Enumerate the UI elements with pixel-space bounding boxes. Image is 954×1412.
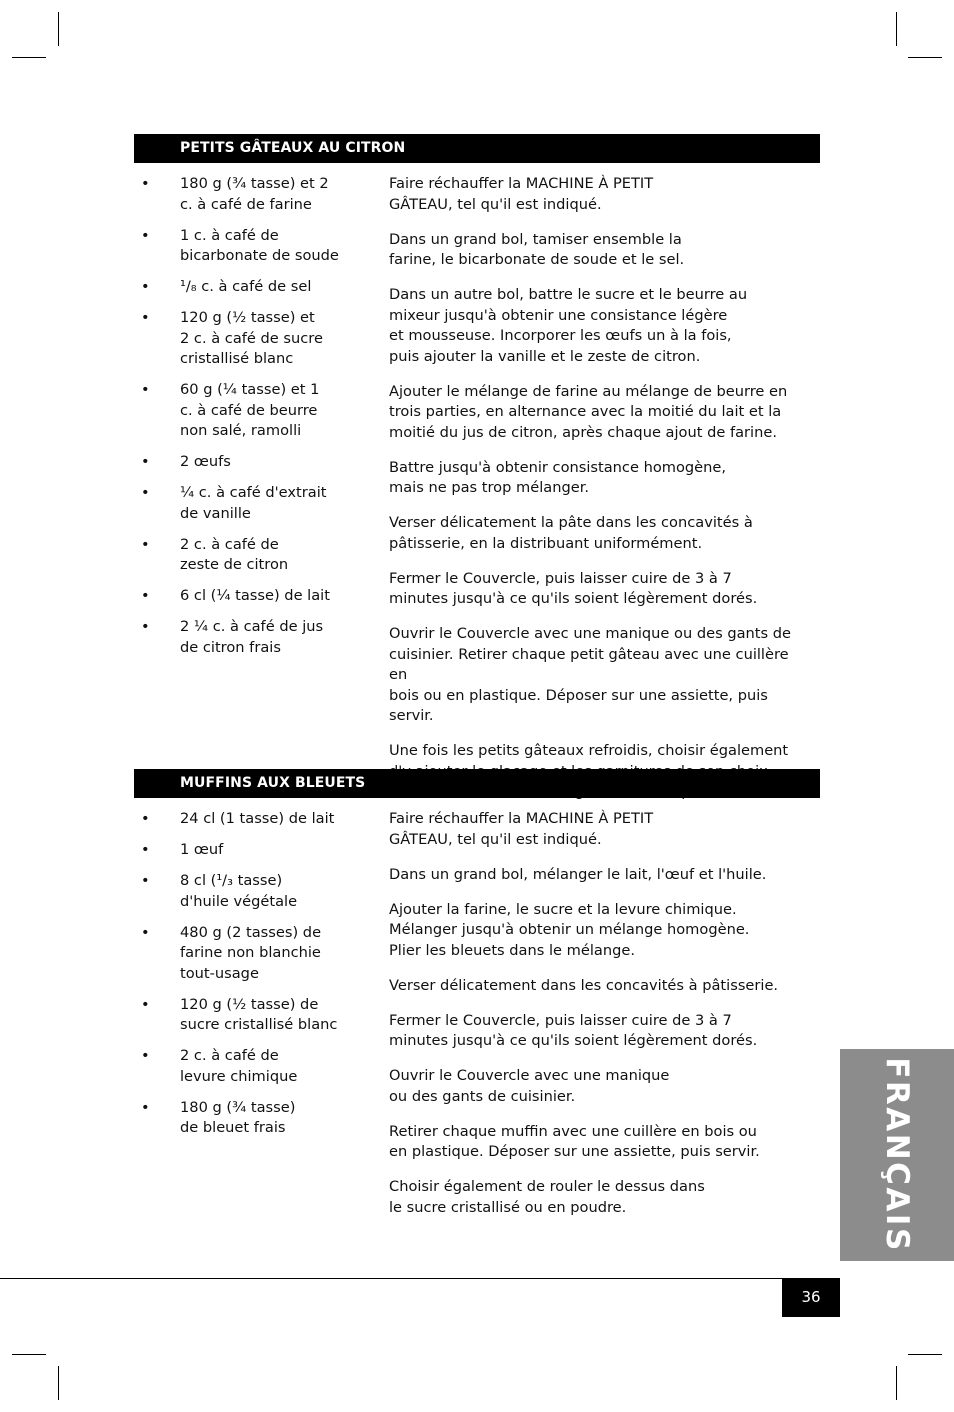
ingredient-item: • 120 g (½ tasse) et 2 c. à café de sucre cristallisé blanc xyxy=(141,309,323,367)
instruction-paragraph: Ouvrir le Couvercle avec une manique ou des gants de cuisinier. Retirer chaque petit gâteau avec une cuillère en bois ou en plastique. Déposer sur une assiette, puis servir. xyxy=(389,625,791,724)
bullet: • xyxy=(141,309,150,326)
bullet: • xyxy=(141,278,150,295)
recipe-lemon-cupcakes xyxy=(134,134,820,759)
ingredient-item: • ¼ c. à café d'extrait de vanille xyxy=(141,484,327,522)
instruction-paragraph: Ouvrir le Couvercle avec une manique ou des gants de cuisinier. xyxy=(389,1067,670,1105)
language-tab xyxy=(840,1049,954,1261)
instruction-paragraph: Dans un autre bol, battre le sucre et le beurre au mixeur jusqu'à obtenir une consistance légère et mousseuse. Incorporer les œufs un à la fois, puis ajouter la vanille et le zeste de citron. xyxy=(389,286,748,365)
ingredient-item: • 2 ¼ c. à café de jus de citron frais xyxy=(141,618,324,656)
instruction-paragraph: Retirer chaque muffin avec une cuillère en bois ou en plastique. Déposer sur une assiette, puis servir. xyxy=(389,1122,760,1160)
ingredient-item: • 2 œufs xyxy=(134,452,374,473)
bullet: • xyxy=(141,175,150,192)
ingredient-item: • 180 g (¾ tasse) de bleuet frais xyxy=(141,1098,296,1136)
instruction-paragraph: Verser délicatement dans les concavités à pâtisserie. xyxy=(389,976,779,994)
instructions xyxy=(389,174,809,817)
recipe-blueberry-muffins xyxy=(134,769,820,1216)
crop-mark xyxy=(896,12,897,46)
instruction-paragraph: Verser délicatement la pâte dans les concavités à pâtisserie, en la distribuant uniformément. xyxy=(389,514,753,552)
crop-mark xyxy=(908,1354,942,1355)
ingredient-item: • 2 c. à café de zeste de citron xyxy=(141,535,289,573)
instruction-paragraph: Dans un grand bol, tamiser ensemble la farine, le bicarbonate de soude et le sel. xyxy=(389,230,685,268)
ingredient-item: • ¹/₈ c. à café de sel xyxy=(134,277,374,298)
instruction-paragraph: Faire réchauffer la MACHINE À PETIT GÂTEAU, tel qu'il est indiqué. xyxy=(389,810,654,848)
crop-mark xyxy=(908,57,942,58)
bullet: • xyxy=(141,872,150,889)
ingredient-item: • 6 cl (¼ tasse) de lait xyxy=(134,586,374,607)
instruction-paragraph: Fermer le Couvercle, puis laisser cuire de 3 à 7 minutes jusqu'à ce qu'ils soient légèrement dorés. xyxy=(389,1011,758,1049)
ingredient-item: • 120 g (½ tasse) de sucre cristallisé blanc xyxy=(141,995,338,1033)
instruction-paragraph: Ajouter le mélange de farine au mélange de beurre en trois parties, en alternance avec la moitié du lait et la moitié du jus de citron, après chaque ajout de farine. xyxy=(389,382,788,441)
crop-mark xyxy=(58,12,59,46)
ingredient-item: • 180 g (¾ tasse) et 2 c. à café de farine xyxy=(141,175,329,213)
bullet: • xyxy=(141,381,150,398)
bullet: • xyxy=(141,453,150,470)
bullet: • xyxy=(141,841,150,858)
ingredient-item: • 1 c. à café de bicarbonate de soude xyxy=(141,226,339,264)
instruction-paragraph: Faire réchauffer la MACHINE À PETIT GÂTEAU, tel qu'il est indiqué. xyxy=(389,175,654,213)
ingredient-item: • 60 g (¼ tasse) et 1 c. à café de beurre non salé, ramolli xyxy=(141,381,320,439)
recipe-title: MUFFINS AUX BLEUETS xyxy=(134,769,820,798)
ingredient-item: • 480 g (2 tasses) de farine non blanchie tout-usage xyxy=(141,923,322,982)
bullet: • xyxy=(141,1098,150,1116)
crop-mark xyxy=(12,1354,46,1355)
bullet: • xyxy=(141,484,150,501)
instruction-paragraph: Choisir également de rouler le dessus dans le sucre cristallisé ou en poudre. xyxy=(389,1178,705,1216)
crop-mark xyxy=(58,1366,59,1400)
bullet: • xyxy=(141,535,150,553)
crop-mark xyxy=(896,1366,897,1400)
instruction-paragraph: Dans un grand bol, mélanger le lait, l'œuf et l'huile. xyxy=(389,865,767,883)
bullet: • xyxy=(141,618,150,635)
bullet: • xyxy=(141,1047,150,1064)
bullet: • xyxy=(141,587,150,604)
ingredient-list xyxy=(134,809,374,1149)
instruction-paragraph: Ajouter la farine, le sucre et la levure chimique. Mélanger jusqu'à obtenir un mélange homogène. Plier les bleuets dans le mélange. xyxy=(389,900,750,959)
instruction-paragraph: Une fois les petits gâteaux refroidis, choisir également xyxy=(389,742,789,759)
ingredient-item: • 1 œuf xyxy=(134,840,374,861)
bullet: • xyxy=(141,923,150,941)
language-tab-label: FRANÇAIS xyxy=(879,1057,915,1253)
ingredient-list xyxy=(134,174,374,669)
ingredient-item: • 2 c. à café de levure chimique xyxy=(141,1047,298,1085)
bullet: • xyxy=(141,995,150,1013)
page-number: 36 xyxy=(782,1278,840,1317)
instruction-paragraph: Battre jusqu'à obtenir consistance homogène, mais ne pas trop mélanger. xyxy=(389,458,726,496)
recipe-title: PETITS GÂTEAUX AU CITRON xyxy=(134,134,820,163)
bullet: • xyxy=(141,810,150,827)
ingredient-item: • 8 cl (¹/₃ tasse) d'huile végétale xyxy=(141,872,298,910)
crop-mark xyxy=(12,57,46,58)
bullet: • xyxy=(141,226,150,244)
ingredient-item: • 24 cl (1 tasse) de lait xyxy=(134,809,374,830)
instructions xyxy=(389,809,809,1233)
instruction-paragraph: Fermer le Couvercle, puis laisser cuire de 3 à 7 minutes jusqu'à ce qu'ils soient légèrement dorés. xyxy=(389,569,758,607)
footer-rule xyxy=(0,1278,840,1279)
